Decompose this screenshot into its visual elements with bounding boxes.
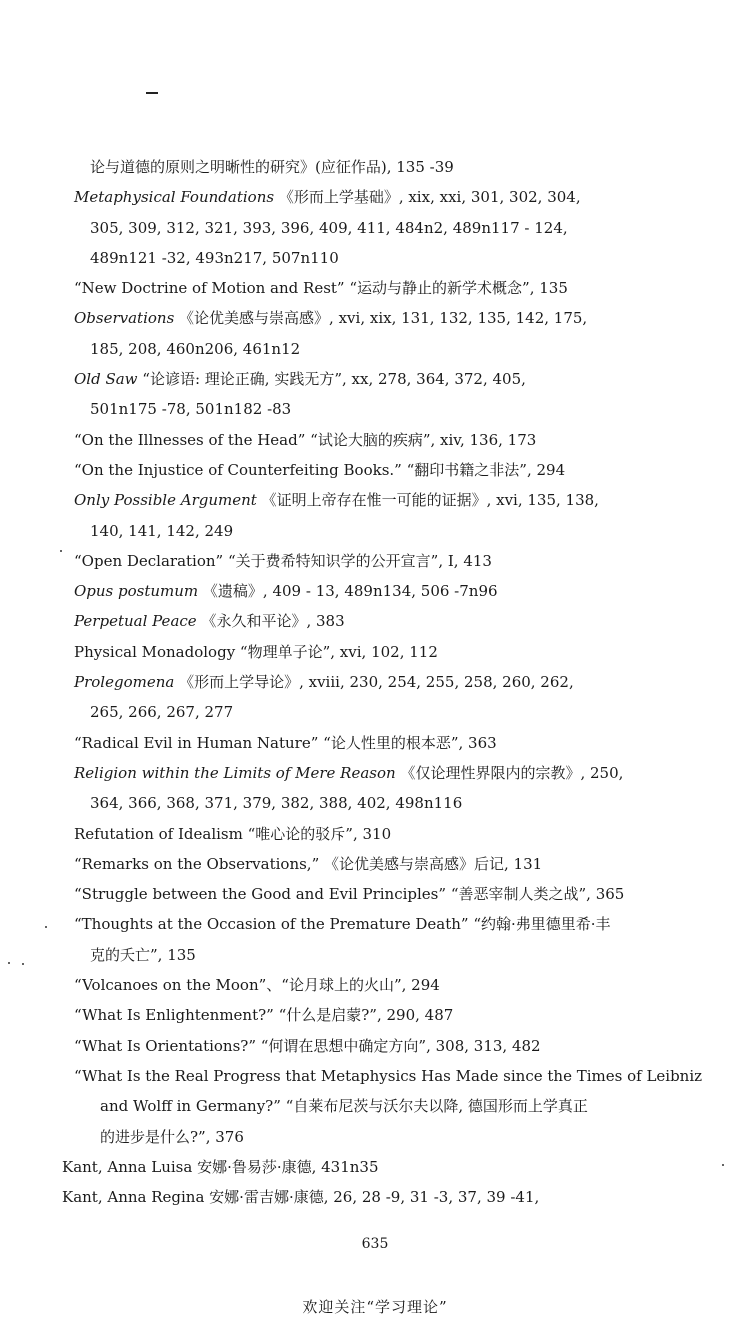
entry-title: Opus postumum [74,582,199,601]
index-entry-continuation: 140, 141, 142, 249 [90,521,234,540]
index-entry: “On the Injustice of Counterfeiting Books.” “翻印书籍之非法”, 294 [74,460,566,479]
index-entry: “Struggle between the Good and Evil Principles” “善恶宰制人类之战”, 365 [74,885,625,904]
index-entry: “What Is Orientations?” “何谓在思想中确定方向”, 308, 313, 482 [74,1036,541,1055]
index-entry: “Thoughts at the Occasion of the Premature Death” “约翰·弗里德里希·丰 [74,915,611,934]
footer-note: 欢迎关注“学习理论” [302,1298,448,1316]
index-entry [0,485,750,515]
index-entry: Kant, Anna Regina 安娜·雷吉娜·康德, 26, 28 -9, 31 -3, 37, 39 -41, [62,1188,540,1207]
index-entry-continuation: 克的夭亡”, 135 [90,945,196,964]
entry-title: Observations [74,309,175,328]
entry-text: 《遗稿》, 409 - 13, 489n134, 506 -7n96 [198,582,498,601]
page-number: 635 [361,1236,389,1252]
index-entry-continuation: 185, 208, 460n206, 461n12 [90,339,301,358]
entry-text: 《仅论理性界限内的宗教》, 250, [395,763,624,782]
index-entry-continuation: 305, 309, 312, 321, 393, 396, 409, 411, 484n2, 489n117 - 124, [90,218,568,237]
index-entry-continuation: 364, 366, 368, 371, 379, 382, 388, 402, 498n116 [90,794,463,813]
entry-title: Perpetual Peace [74,612,197,631]
index-entry-continuation: 265, 266, 267, 277 [90,703,234,722]
entry-text: 《永久和平论》, 383 [196,612,345,631]
entry-title: Old Saw [74,370,138,389]
index-entry: “What Is the Real Progress that Metaphysics Has Made since the Times of Leibniz [74,1066,703,1085]
index-entry: Physical Monadology “物理单子论”, xvi, 102, 112 [74,642,438,661]
index-entry: “Open Declaration” “关于费希特知识学的公开宣言”, I, 413 [74,551,492,570]
index-entry-continuation: 的进步是什么?”, 376 [100,1127,244,1146]
index-entry: “What Is Enlightenment?” “什么是启蒙?”, 290, 487 [74,1006,454,1025]
entry-title: Religion within the Limits of Mere Reason [74,763,396,782]
index-entry [0,667,750,697]
index-list [0,152,750,1212]
index-entry: “Remarks on the Observations,” 《论优美感与崇高感》后记, 131 [74,854,543,873]
index-entry-continuation: 489n121 -32, 493n217, 507n110 [90,248,339,267]
index-entry: “Radical Evil in Human Nature” “论人性里的根本恶”, 363 [74,733,497,752]
index-entry: “On the Illnesses of the Head” “试论大脑的疾病”, xiv, 136, 173 [74,430,537,449]
entry-title: Metaphysical Foundations [74,188,275,207]
entry-title: Only Possible Argument [74,491,257,510]
index-entry-continuation: 501n175 -78, 501n182 -83 [90,400,292,419]
entry-title: Prolegomena [74,673,175,692]
index-entry [0,364,750,394]
entry-text: 《论优美感与崇高感》, xvi, xix, 131, 132, 135, 142, 175, [174,309,588,328]
index-entry [0,182,750,212]
index-entry [0,576,750,606]
scan-mark [146,92,158,94]
index-entry: “Volcanoes on the Moon”、“论月球上的火山”, 294 [74,976,440,995]
entry-text: 《形而上学导论》, xviii, 230, 254, 255, 258, 260, 262, [174,673,574,692]
index-entry-continuation: 论与道德的原则之明晰性的研究》(应征作品), 135 -39 [90,158,454,176]
entry-text: 《证明上帝存在惟一可能的证据》, xvi, 135, 138, [256,491,599,510]
index-entry [0,303,750,333]
index-entry-continuation: and Wolff in Germany?” “自莱布尼茨与沃尔夫以降, 德国形而上学真正 [100,1097,588,1116]
entry-text: “论谚语: 理论正确, 实践无方”, xx, 278, 364, 372, 405, [137,370,526,389]
index-entry: “New Doctrine of Motion and Rest” “运动与静止的新学术概念”, 135 [74,279,568,298]
index-entry [0,758,750,788]
index-entry: Kant, Anna Luisa 安娜·鲁易莎·康德, 431n35 [62,1157,379,1176]
index-entry: Refutation of Idealism “唯心论的驳斥”, 310 [74,824,392,843]
entry-text: 《形而上学基础》, xix, xxi, 301, 302, 304, [274,188,581,207]
index-entry [0,606,750,636]
